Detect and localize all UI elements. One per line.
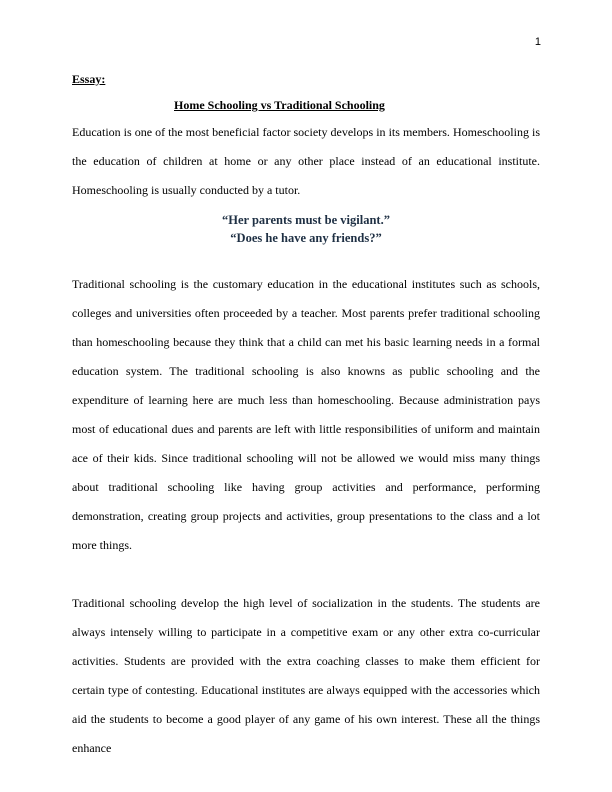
paragraph-traditional-schooling: Traditional schooling is the customary education in the educational institutes such as schools, colleges and universities often proceeded by a teacher. Most parents prefer traditional schooling than homeschooling because they think that a child can met his basic learning needs in a formal education system. The traditional schooling is also knowns as public schooling and the expenditure of learning here are much less than homeschooling. Because administration pays most of educational dues and parents are left with little responsibilities of uniform and maintain ace of their kids. Since traditional schooling will not be allowed we would miss many things about traditional schooling like having group activities and performance, performing demonstration, creating group projects and activities, group presentations to the class and a lot more things. [72, 277, 540, 552]
document-body [72, 72, 540, 763]
paragraph-socialization: Traditional schooling develop the high level of socialization in the students. The students are always intensely willing to participate in a competitive exam or any other extra co-curricular activities. Students are provided with the extra coaching classes to make them efficient for certain type of contesting. Educational institutes are always equipped with the accessories which aid the students to become a good player of any game of his own interest. These all the things enhance [72, 596, 540, 755]
quote-block [72, 211, 540, 247]
essay-title: Home Schooling vs Traditional Schooling [174, 98, 385, 112]
quote-line: “Does he have any friends?” [230, 231, 382, 245]
essay-label: Essay: [72, 72, 106, 86]
paragraph-intro: Education is one of the most beneficial factor society develops in its members. Homeschooling is the education of children at home or any other place instead of an educational institute. Homeschooling is usually conducted by a tutor. [72, 125, 540, 197]
quote-line: “Her parents must be vigilant.” [222, 213, 390, 227]
page-number: 1 [534, 36, 541, 48]
